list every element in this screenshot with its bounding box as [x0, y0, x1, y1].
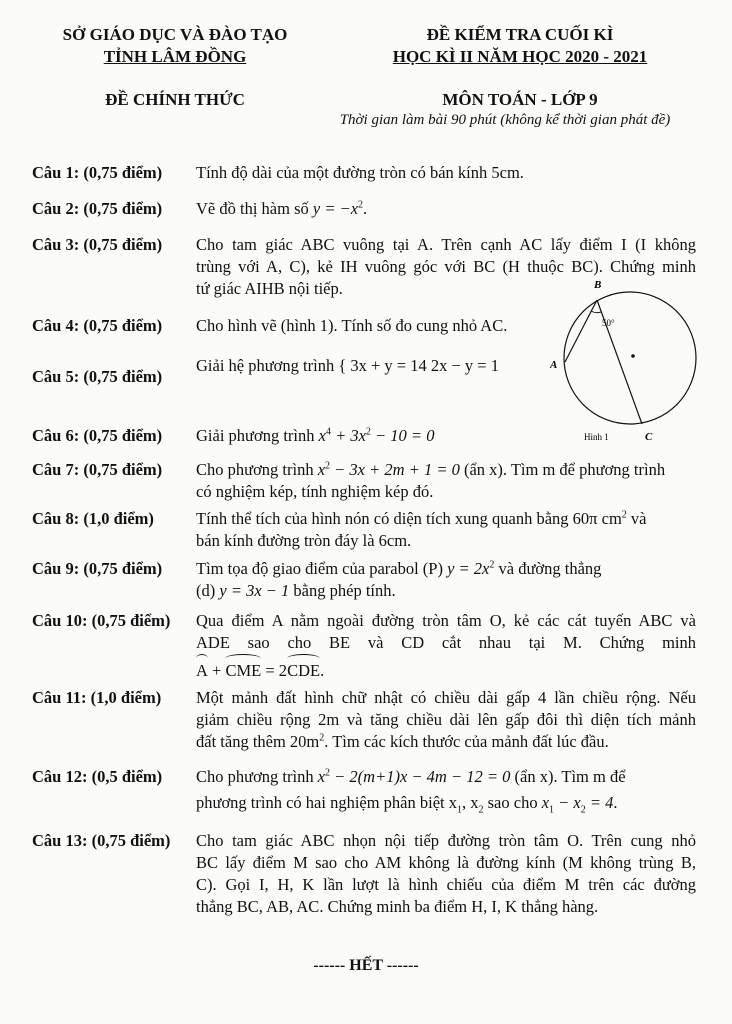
time-note: Thời gian làm bài 90 phút (không kể thời gian phát đề): [339, 112, 671, 128]
question-text: Cho hình vẽ (hình 1). Tính số đo cung nhỏ AC.: [196, 316, 508, 335]
exponent: 4: [325, 426, 331, 438]
school-department-header: [40, 24, 310, 68]
question-line: C). Gọi I, H, K lần lượt là hình chiếu của điểm M trên các đường: [196, 875, 696, 894]
question-line: thẳng BC, AB, AC. Chứng minh ba điểm H, I, K thẳng hàng.: [196, 897, 599, 916]
angle-arc: [591, 311, 601, 313]
question-text: Cho phương trình: [196, 767, 318, 786]
subscript: 2: [580, 804, 586, 816]
question-text: Tính độ dài của một đường tròn có bán kính 5cm.: [196, 163, 524, 182]
exponent: 2: [365, 426, 371, 438]
question-text: phương trình có hai nghiệm phân biệt x: [196, 793, 457, 812]
math-expression: − x: [554, 793, 581, 812]
question-text: Giải hệ phương trình: [196, 356, 335, 375]
question-line: BC lấy điểm M sao cho AM không là đường kính (M không trùng B,: [196, 853, 696, 872]
question-text: (ẩn x). Tìm m để: [510, 767, 626, 786]
question-line: Cho tam giác ABC nhọn nội tiếp đường tròn tâm O. Trên cung nhỏ: [196, 831, 696, 850]
question-line: Qua điểm A nằm ngoài đường tròn tâm O, kẻ các cát tuyến ABC và: [196, 611, 696, 630]
exponent: 2: [358, 199, 364, 211]
question-label: Câu 3: (0,75 điểm): [32, 235, 163, 254]
figure-caption: Hình 1: [584, 432, 609, 442]
exponent: 2: [489, 559, 495, 571]
question-text: bằng phép tính.: [289, 581, 396, 600]
exponent: 2: [325, 460, 331, 472]
point-b-label: B: [594, 279, 602, 291]
plus-sign: +: [207, 661, 226, 680]
question-label: Câu 4: (0,75 điểm): [32, 316, 163, 335]
math-expression: − 3x + 2m + 1 = 0: [330, 460, 460, 479]
question-text: Cho phương trình: [196, 460, 318, 479]
official-exam-label: ĐỀ CHÍNH THỨC: [105, 90, 245, 109]
equation-1: 3x + y = 14: [350, 356, 427, 375]
arc-equation: [196, 658, 696, 682]
question-text: Tính thể tích của hình nón có diện tích xung quanh bằng 60π cm: [196, 509, 622, 528]
math-expression: − 2(m+1)x − 4m − 12 = 0: [330, 767, 511, 786]
equation-system: [338, 356, 499, 375]
question-label: Câu 10: (0,75 điểm): [32, 611, 171, 630]
question-text: và đường thẳng: [494, 559, 602, 578]
circle-diagram: [550, 276, 710, 446]
period: .: [320, 661, 325, 680]
question-line: tứ giác AIHB nội tiếp.: [196, 279, 343, 298]
math-expression: x: [318, 426, 326, 445]
question-line: trùng với A, C), kẻ IH vuông góc với BC (H thuộc BC). Chứng minh: [196, 257, 696, 276]
math-expression: x: [317, 767, 326, 786]
math-expression: y = −x: [312, 199, 359, 218]
question-text: .: [613, 793, 618, 812]
math-expression: x: [317, 460, 326, 479]
subject-label: MÔN TOÁN - LỚP 9: [442, 90, 598, 109]
question-text: (ẩn x). Tìm m để phương trình: [459, 460, 666, 479]
question-text: Giải phương trình: [196, 426, 319, 445]
exponent: 2: [325, 767, 331, 779]
question-text: (d): [196, 581, 220, 600]
question-line: giảm chiều rộng 2m và tăng chiều dài lên gấp đôi thì diện tích mảnh: [196, 710, 696, 729]
angle-label: 50°: [602, 318, 615, 328]
question-line: có nghiệm kép, tính nghiệm kép đó.: [196, 482, 434, 501]
province-name: TỈNH LÂM ĐỒNG: [103, 47, 247, 66]
question-label: Câu 6: (0,75 điểm): [32, 426, 163, 445]
exam-title: ĐỀ KIỂM TRA CUỐI KÌ: [426, 25, 614, 44]
question-label: Câu 2: (0,75 điểm): [32, 199, 163, 218]
question-label: Câu 12: (0,5 điểm): [32, 767, 163, 786]
math-expression: + 3x: [330, 426, 366, 445]
point-a-label: A: [550, 359, 558, 371]
question-text: . Tìm các kích thước của mảnh đất lúc đầu.: [324, 732, 609, 751]
question-label: Câu 5: (0,75 điểm): [32, 367, 163, 386]
question-text: Tìm tọa độ giao điểm của parabol (P): [196, 559, 448, 578]
math-expression: − 10 = 0: [370, 426, 435, 445]
exponent: 2: [621, 509, 627, 521]
circle-outline: [564, 292, 696, 424]
math-expression: = 4: [585, 793, 614, 812]
question-label: Câu 8: (1,0 điểm): [32, 509, 154, 528]
question-text: và: [626, 509, 647, 528]
subscript: 1: [549, 804, 555, 816]
end-mark: ------ HẾT ------: [313, 957, 419, 974]
subscript: 2: [478, 804, 484, 816]
arc-symbol: CME: [225, 658, 261, 682]
question-text: , x: [462, 793, 479, 812]
question-line: ADE sao cho BE và CD cắt nhau tại M. Chứng minh: [196, 633, 696, 652]
math-expression: x: [541, 793, 550, 812]
circle-figure: [550, 276, 710, 446]
math-expression: y = 3x − 1: [219, 581, 290, 600]
question-text: .: [363, 199, 368, 218]
equals-sign: = 2: [261, 661, 288, 680]
question-label: Câu 1: (0,75 điểm): [32, 163, 163, 182]
center-dot: [631, 354, 635, 358]
question-text: sao cho: [483, 793, 542, 812]
question-label: Câu 9: (0,75 điểm): [32, 559, 163, 578]
question-line: Một mảnh đất hình chữ nhật có chiều dài gấp 4 lần chiều rộng. Nếu: [196, 688, 696, 707]
question-label: Câu 13: (0,75 điểm): [32, 831, 171, 850]
math-expression: y = 2x: [447, 559, 490, 578]
question-line: Cho tam giác ABC vuông tại A. Trên cạnh AC lấy điểm I (I không: [196, 235, 696, 254]
exam-semester: HỌC KÌ II NĂM HỌC 2020 - 2021: [392, 47, 648, 66]
question-text: đất tăng thêm 20m: [196, 732, 320, 751]
subscript: 1: [457, 804, 462, 816]
question-label: Câu 7: (0,75 điểm): [32, 460, 163, 479]
exam-title-header: [340, 24, 700, 68]
question-label: Câu 11: (1,0 điểm): [32, 688, 162, 707]
equation-2: 2x − y = 1: [430, 356, 499, 375]
exponent: 2: [319, 732, 325, 744]
brace-symbol: {: [338, 356, 347, 375]
question-text: Vẽ đồ thị hàm số: [196, 199, 313, 218]
point-c-label: C: [645, 431, 653, 443]
question-line: bán kính đường tròn đáy là 6cm.: [196, 531, 412, 550]
arc-symbol: A: [196, 658, 208, 682]
department-name: SỞ GIÁO DỤC VÀ ĐÀO TẠO: [62, 25, 288, 44]
arc-symbol: CDE: [287, 658, 320, 682]
